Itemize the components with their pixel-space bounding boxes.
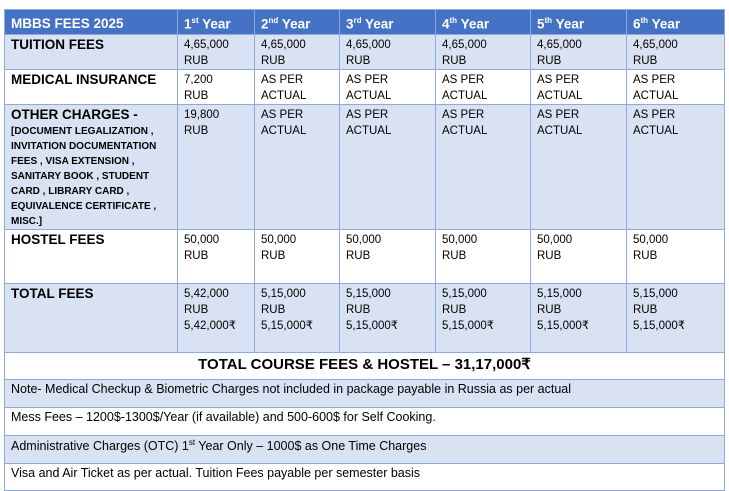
year-header-3: 3rd Year xyxy=(340,10,436,35)
row-label-total: TOTAL FEES xyxy=(5,284,178,353)
row-label-hostel: HOSTEL FEES xyxy=(5,230,178,284)
year-header-6: 6th Year xyxy=(627,10,725,35)
year-header-5: 5th Year xyxy=(531,10,627,35)
fees-table xyxy=(4,9,725,491)
insurance-cell-5: AS PER ACTUAL xyxy=(531,70,627,105)
other-cell-4: AS PER ACTUAL xyxy=(436,105,531,230)
table-title: MBBS FEES 2025 xyxy=(5,10,178,35)
hostel-cell-5: 50,000 RUB xyxy=(531,230,627,284)
hostel-cell-1: 50,000 RUB xyxy=(178,230,255,284)
row-label-tuition: TUITION FEES xyxy=(5,35,178,70)
note-mess-row xyxy=(5,408,725,436)
note-medical: Note- Medical Checkup & Biometric Charges not included in package payable in Russia as per actual xyxy=(5,380,725,408)
tuition-cell-1: 4,65,000 RUB xyxy=(178,35,255,70)
hostel-cell-2: 50,000 RUB xyxy=(255,230,340,284)
other-cell-5: AS PER ACTUAL xyxy=(531,105,627,230)
other-charges-row xyxy=(5,105,725,230)
note-mess: Mess Fees – 1200$-1300$/Year (if available) and 500-600$ for Self Cooking. xyxy=(5,408,725,436)
tuition-cell-2: 4,65,000 RUB xyxy=(255,35,340,70)
note-admin-row xyxy=(5,436,725,464)
year-header-4: 4th Year xyxy=(436,10,531,35)
header-row xyxy=(5,10,725,35)
tuition-cell-4: 4,65,000 RUB xyxy=(436,35,531,70)
note-visa-row xyxy=(5,464,725,491)
insurance-cell-1: 7,200 RUB xyxy=(178,70,255,105)
other-cell-1: 19,800 RUB xyxy=(178,105,255,230)
total-cell-2: 5,15,000 RUB 5,15,000₹ xyxy=(255,284,340,353)
insurance-cell-2: AS PER ACTUAL xyxy=(255,70,340,105)
hostel-cell-4: 50,000 RUB xyxy=(436,230,531,284)
row-label-insurance: MEDICAL INSURANCE xyxy=(5,70,178,105)
insurance-row xyxy=(5,70,725,105)
total-cell-5: 5,15,000 RUB 5,15,000₹ xyxy=(531,284,627,353)
year-header-2: 2nd Year xyxy=(255,10,340,35)
hostel-cell-3: 50,000 RUB xyxy=(340,230,436,284)
total-cell-3: 5,15,000 RUB 5,15,000₹ xyxy=(340,284,436,353)
other-cell-2: AS PER ACTUAL xyxy=(255,105,340,230)
note-medical-row xyxy=(5,380,725,408)
tuition-cell-5: 4,65,000 RUB xyxy=(531,35,627,70)
other-charges-title: OTHER CHARGES - xyxy=(11,107,138,122)
other-charges-details: [DOCUMENT LEGALIZATION , INVITATION DOCUMENTATION FEES , VISA EXTENSION , SANITARY BOOK , STUDENT CARD , LIBRARY CARD , EQUIVALENCE CERTIFICATE , MISC.] xyxy=(11,126,157,227)
row-label-other-charges xyxy=(5,105,178,230)
insurance-cell-6: AS PER ACTUAL xyxy=(627,70,725,105)
hostel-row xyxy=(5,230,725,284)
year-header-1: 1st Year xyxy=(178,10,255,35)
insurance-cell-4: AS PER ACTUAL xyxy=(436,70,531,105)
tuition-cell-3: 4,65,000 RUB xyxy=(340,35,436,70)
total-cell-4: 5,15,000 RUB 5,15,000₹ xyxy=(436,284,531,353)
total-fees-row xyxy=(5,284,725,353)
other-cell-3: AS PER ACTUAL xyxy=(340,105,436,230)
tuition-cell-6: 4,65,000 RUB xyxy=(627,35,725,70)
total-course-row xyxy=(5,353,725,380)
note-admin: Administrative Charges (OTC) 1st Year Only – 1000$ as One Time Charges xyxy=(5,436,725,464)
tuition-row xyxy=(5,35,725,70)
insurance-cell-3: AS PER ACTUAL xyxy=(340,70,436,105)
hostel-cell-6: 50,000 RUB xyxy=(627,230,725,284)
note-visa: Visa and Air Ticket as per actual. Tuition Fees payable per semester basis xyxy=(5,464,725,491)
total-course-fees: TOTAL COURSE FEES & HOSTEL – 31,17,000₹ xyxy=(5,353,725,380)
total-cell-1: 5,42,000 RUB 5,42,000₹ xyxy=(178,284,255,353)
total-cell-6: 5,15,000 RUB 5,15,000₹ xyxy=(627,284,725,353)
other-cell-6: AS PER ACTUAL xyxy=(627,105,725,230)
